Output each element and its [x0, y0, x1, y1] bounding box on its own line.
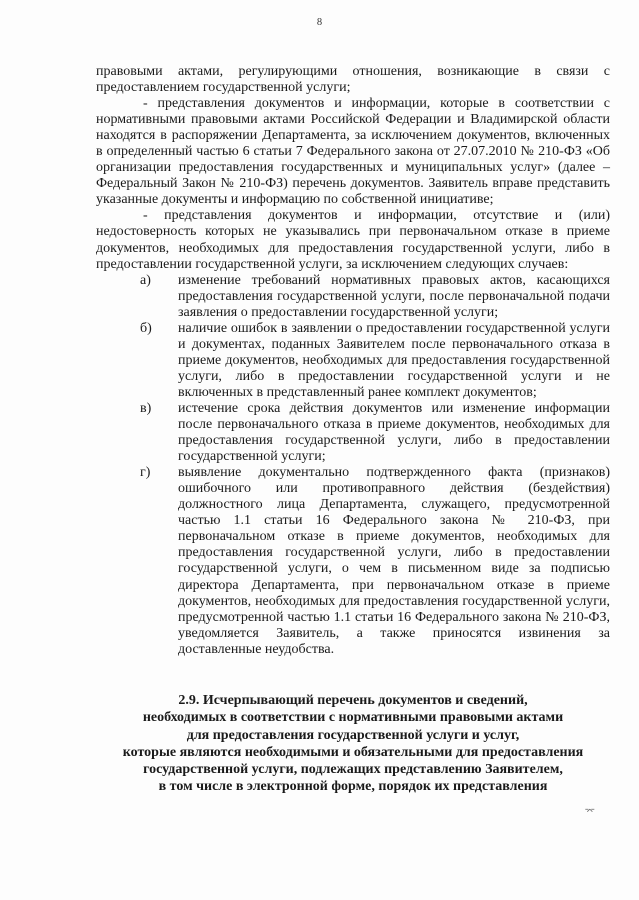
- list-text: изменение требований нормативных правовых актов, касающихся предоставления государственной услуги, после первоначальной подачи заявления о предоставлении государственной услуги;: [178, 272, 610, 320]
- paragraph-documents-not-indicated: - представления документов и информации, отсутствие и (или) недостоверность которых не указывались при первоначальном отказе в приеме документов, необходимых для предоставления государственной услуги, либо в предоставлении государственной услуги, за исключением следующих случаев:: [96, 208, 610, 272]
- section-heading-line: для предоставления государственной услуги и услуг,: [186, 727, 520, 743]
- scan-mark: ⌤: [584, 806, 595, 816]
- list-marker: в): [140, 400, 152, 416]
- section-heading-line: которые являются необходимыми и обязательными для предоставления: [122, 744, 584, 760]
- paragraph-documents-in-possession: - представления документов и информации, которые в соответствии с нормативными правовыми актами Российской Федерации и Владимирской области находятся в распоряжении Департамента, за исключением документов, включенных в определенный частью 6 статьи 7 Федерального закона от 27.07.2010 № 210-ФЗ «Об организации предоставления государственных и муниципальных услуг» (далее – Федеральный Закон № 210-ФЗ) перечень документов. Заявитель вправе представить указанные документы и информацию по собственной инициативе;: [96, 96, 610, 208]
- list-item: [96, 273, 610, 321]
- section-heading-line: необходимых в соответствии с нормативными правовыми актами: [142, 710, 564, 726]
- list-marker: б): [140, 320, 152, 336]
- section-heading-line: в том числе в электронной форме, порядок их представления: [158, 779, 548, 795]
- section-heading-line: 2.9. Исчерпывающий перечень документов и сведений,: [178, 693, 528, 708]
- section-heading: [96, 692, 610, 796]
- list-text: истечение срока действия документов или изменение информации после первоначального отказа в приеме документов, необходимых для предоставления государственной услуги, либо в предоставлении государственной услуги;: [178, 400, 610, 465]
- paragraph-continuation: правовыми актами, регулирующими отношения, возникающие в связи с предоставлением государственной услуги;: [96, 64, 610, 96]
- list-text: наличие ошибок в заявлении о предоставлении государственной услуги и документах, поданных Заявителем после первоначального отказа в приеме документов, необходимых для предоставления государственной услуги, либо в предоставлении государственной услуги и не включенных в представленный ранее комплект документов;: [178, 320, 610, 400]
- document-body: [96, 64, 610, 658]
- list-marker: а): [140, 272, 151, 288]
- list-text: выявление документально подтвержденного факта (признаков) ошибочного или противоправного действия (бездействия) должностного лица Департамента, служащего, предусмотренной частью 1.1 статьи 16 Федерального закона № 210-ФЗ, при первоначальном отказе в приеме документов, необходимых для предоставления государственной услуги, либо в предоставлении государственной услуги, о чем в письменном виде за подписью директора Департамента, при первоначальном отказе в приеме документов, необходимых для предоставления государственной услуги, предусмотренной частью 1.1 статьи 16 Федерального закона № 210-ФЗ, уведомляется Заявитель, а также приносятся извинения за доставленные неудобства.: [178, 465, 610, 657]
- list-item: [96, 321, 610, 401]
- section-heading-line: государственной услуги, подлежащих представлению Заявителем,: [143, 762, 563, 778]
- page-number: 8: [316, 17, 323, 28]
- list-marker: г): [140, 465, 151, 481]
- list-item: [96, 401, 610, 465]
- list-item: [96, 465, 610, 658]
